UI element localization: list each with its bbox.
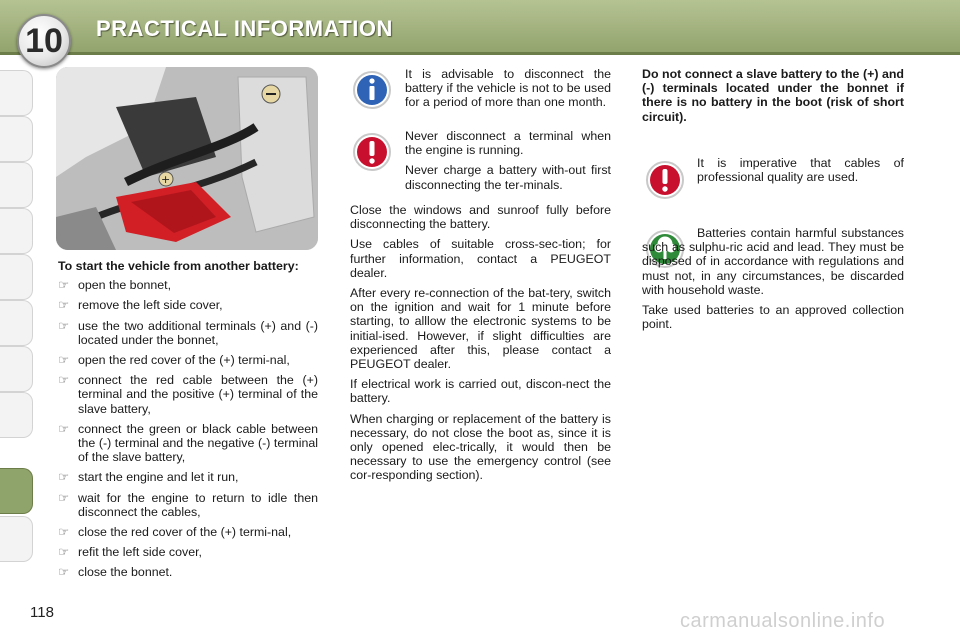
paragraph: Use cables of suitable cross-sec-tion; for further information, contact a PEUGEOT dealer. xyxy=(350,237,611,280)
chapter-tabs xyxy=(0,70,34,580)
warning-icon xyxy=(645,160,685,200)
bullet-hand-icon: ☞ xyxy=(58,353,70,368)
steps-list xyxy=(58,278,318,579)
list-item: ☞ close the bonnet. xyxy=(58,565,173,580)
list-item: ☞ wait for the engine to return to idle then disconnect the cables, xyxy=(58,490,318,519)
chapter-tab[interactable] xyxy=(0,516,33,562)
bullet-hand-icon: ☞ xyxy=(58,278,70,293)
page-title: PRACTICAL INFORMATION xyxy=(96,16,393,41)
engine-bay-photo xyxy=(56,67,318,250)
middle-column-text xyxy=(350,203,611,489)
paragraph: Close the windows and sunroof fully before disconnecting the battery. xyxy=(350,203,611,232)
chapter-tab[interactable] xyxy=(0,346,33,392)
paragraph: When charging or replacement of the battery is necessary, do not close the boot as, since it is only opened elec-trically, it would then be necessary to use the emergency control (see cor-responding section). xyxy=(350,411,611,483)
list-item: ☞ open the red cover of the (+) termi-nal, xyxy=(58,353,290,368)
bullet-hand-icon: ☞ xyxy=(58,421,70,436)
bullet-hand-icon: ☞ xyxy=(58,298,70,313)
warning-icon xyxy=(352,132,392,172)
bullet-hand-icon: ☞ xyxy=(58,318,70,333)
list-item: ☞ open the bonnet, xyxy=(58,278,172,293)
bullet-hand-icon: ☞ xyxy=(58,545,70,560)
page-number: 118 xyxy=(30,604,54,621)
environment-note: Batteries contain harmful substances such as sulphu-ric acid and lead. They must be disposed of in accordance with regulations and must not, in any circumstances, be discarded with household waste. Take used batteries to an approved collection point. xyxy=(642,226,904,332)
chapter-tab[interactable] xyxy=(0,116,33,162)
bullet-hand-icon: ☞ xyxy=(58,470,70,485)
warning-notes: Never disconnect a terminal when the engine is running. Never charge a battery with-out first disconnecting the ter-minals. xyxy=(405,129,611,192)
paragraph: If electrical work is carried out, discon-nect the battery. xyxy=(350,377,611,406)
section-heading: To start the vehicle from another battery: xyxy=(58,259,299,273)
list-item: ☞ connect the red cable between the (+) terminal and the positive (+) terminal of the slave battery, xyxy=(58,373,318,416)
svg-text:+: + xyxy=(161,173,171,186)
chapter-tab[interactable] xyxy=(0,300,33,346)
chapter-tab[interactable] xyxy=(0,392,33,438)
watermark: carmanualsonline.info xyxy=(680,610,886,632)
info-icon xyxy=(352,70,392,110)
info-note: It is advisable to disconnect the battery if the vehicle is not to be used for a period of more than one month. xyxy=(405,67,611,110)
chapter-tab[interactable] xyxy=(0,162,33,208)
list-item: ☞ refit the left side cover, xyxy=(58,545,202,560)
list-item: ☞ start the engine and let it run, xyxy=(58,470,239,485)
chapter-tab[interactable] xyxy=(0,70,33,116)
left-column xyxy=(58,259,318,586)
list-item: ☞ use the two additional terminals (+) and (-) located under the bonnet, xyxy=(58,318,318,347)
bullet-hand-icon: ☞ xyxy=(58,490,70,505)
bold-warning: Do not connect a slave battery to the (+) and (-) terminals located under the bonnet if there is no battery in the boot (risk of short circuit). xyxy=(642,67,904,124)
list-item: ☞ close the red cover of the (+) termi-nal, xyxy=(58,525,292,540)
list-item: ☞ remove the left side cover, xyxy=(58,298,223,313)
list-item: ☞ connect the green or black cable between the (-) terminal and the negative (-) terminal of the slave battery, xyxy=(58,421,318,465)
cable-warning-note: It is imperative that cables of professional quality are used. xyxy=(697,156,904,185)
chapter-tab-active[interactable] xyxy=(0,468,33,514)
paragraph: After every re-connection of the bat-tery, switch on the ignition and wait for 1 minute before starting, to alllow the electronic systems to be initial-ised. However, if slight difficulties are experienced after this, please contact a PEUGEOT dealer. xyxy=(350,286,611,372)
chapter-tab[interactable] xyxy=(0,208,33,254)
bullet-hand-icon: ☞ xyxy=(58,565,70,580)
chapter-tab[interactable] xyxy=(0,254,33,300)
bullet-hand-icon: ☞ xyxy=(58,525,70,540)
header-divider xyxy=(0,52,960,55)
bullet-hand-icon: ☞ xyxy=(58,373,70,388)
chapter-badge: 10 xyxy=(17,14,71,68)
